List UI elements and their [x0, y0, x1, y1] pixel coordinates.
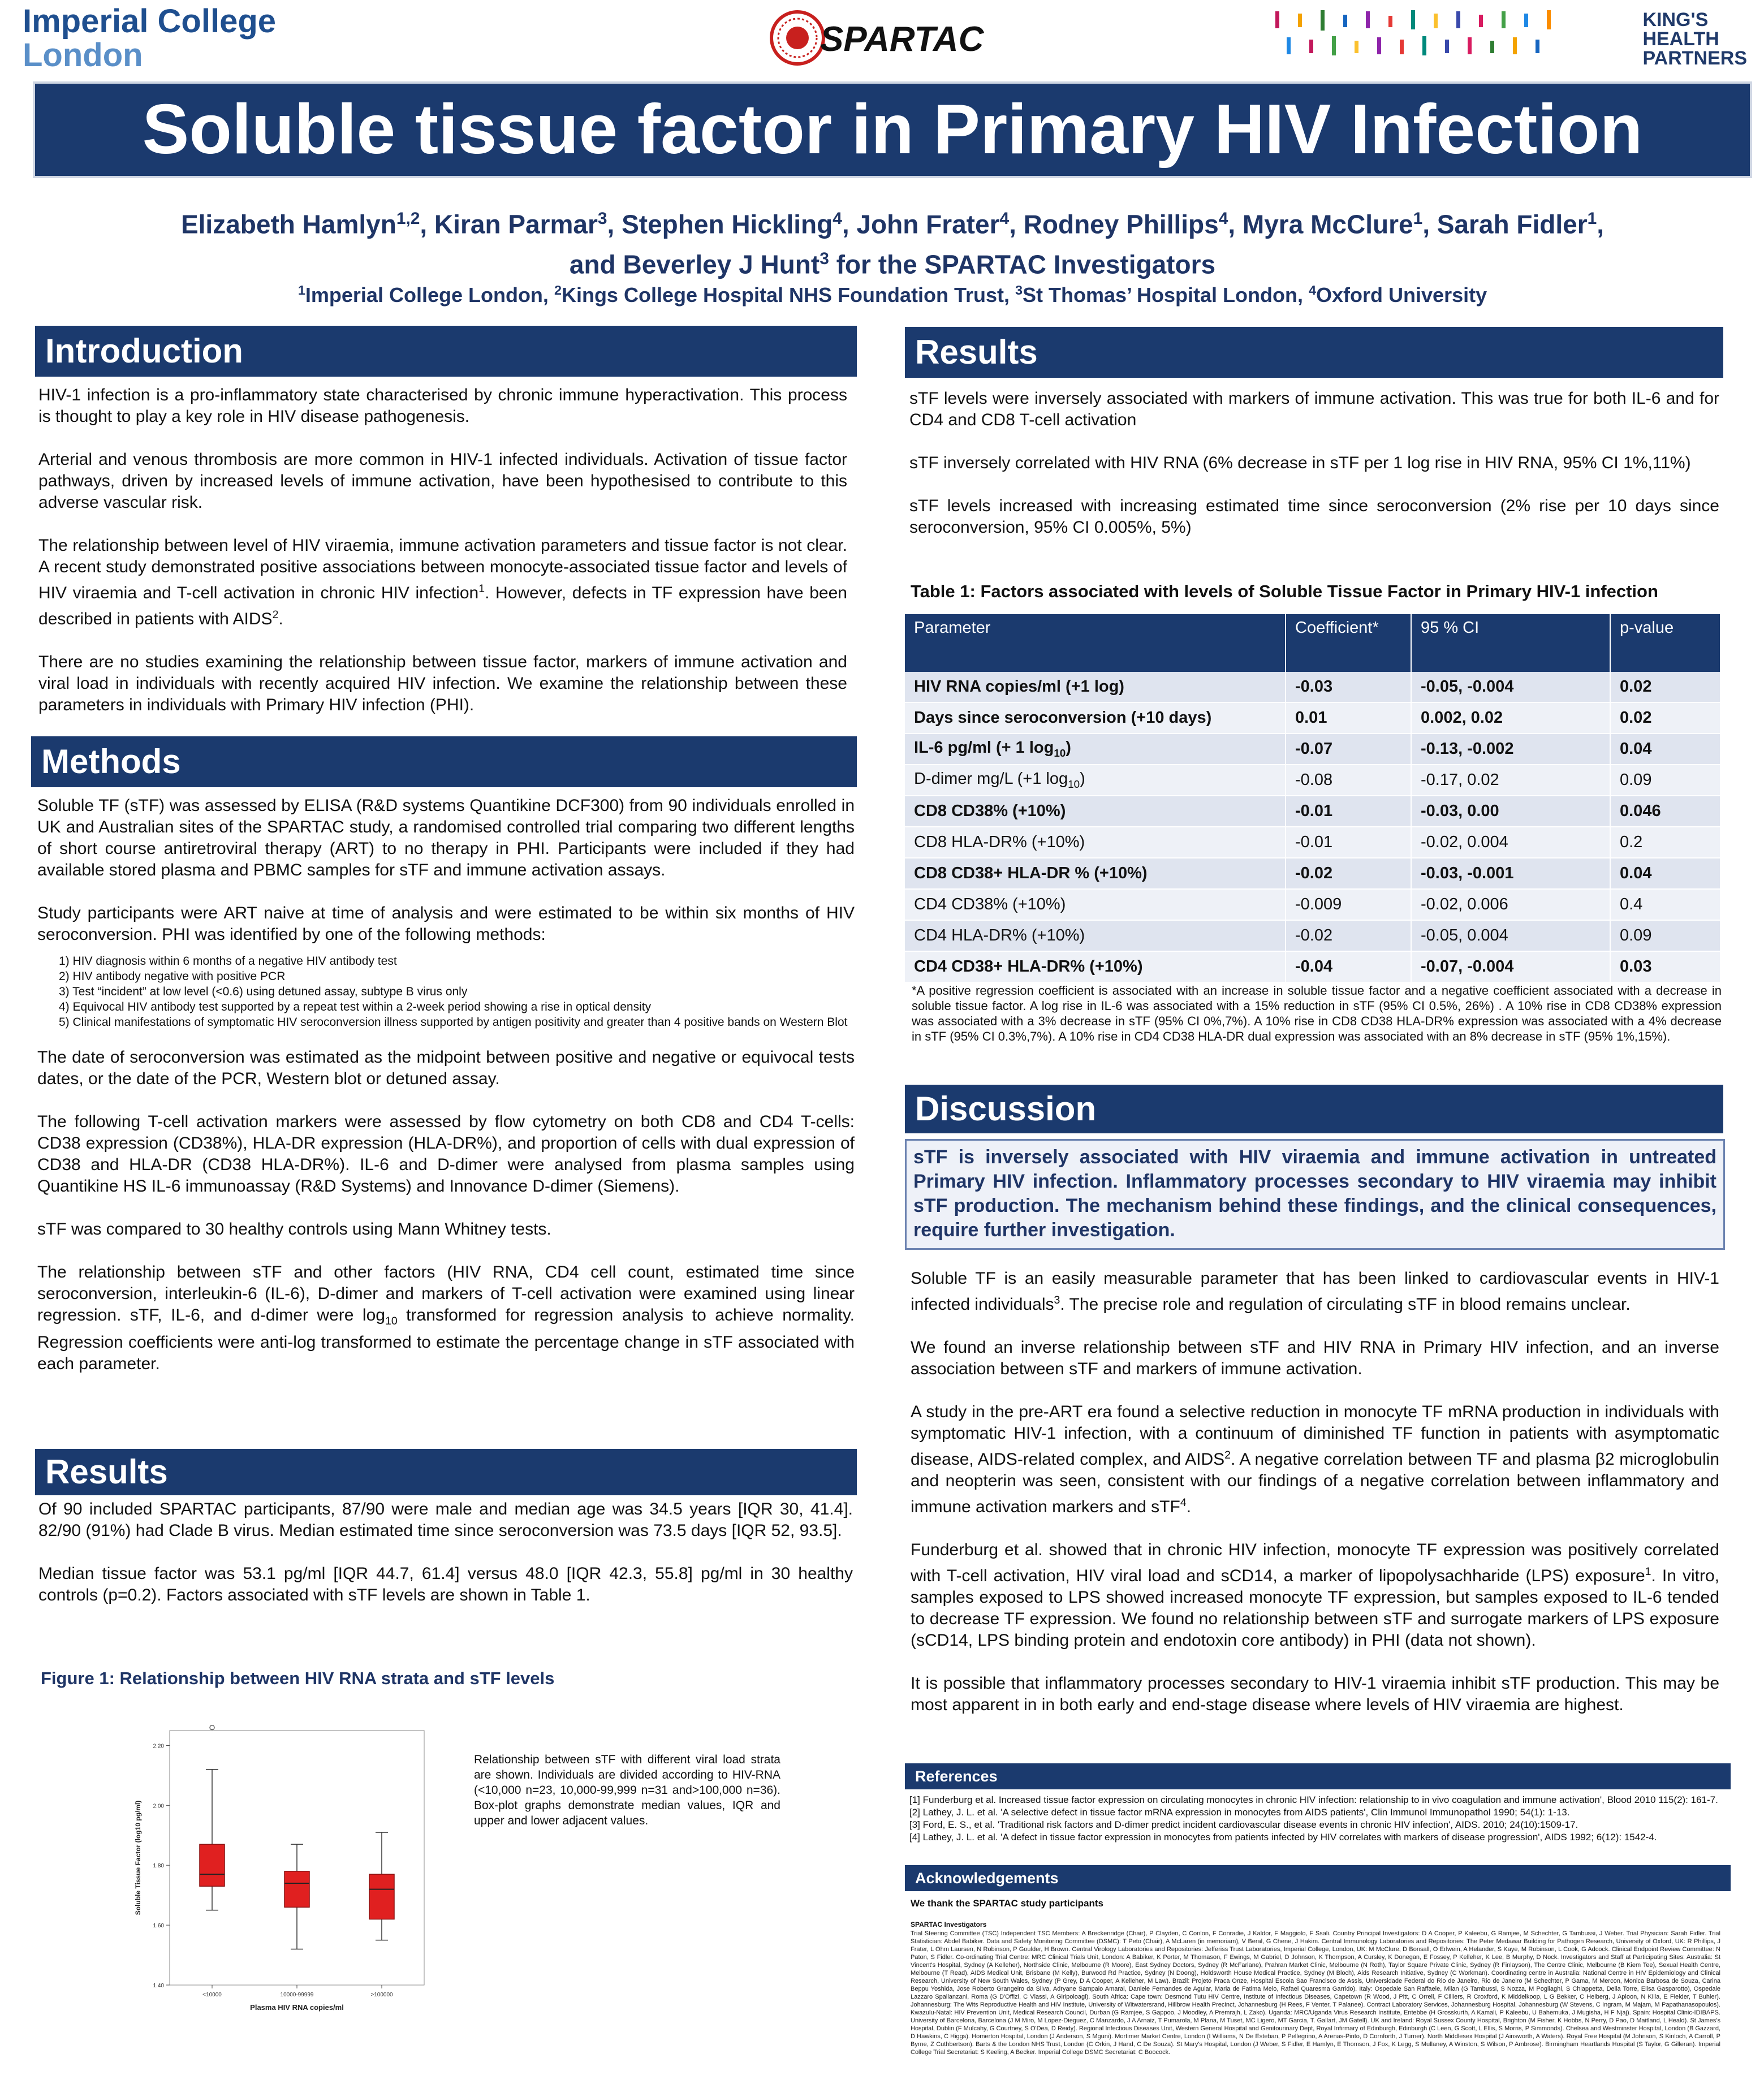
table-body [905, 672, 1720, 982]
discussion-p4: Funderburg et al. showed that in chronic HIV infection, monocyte TF expression was positively correlated with T-cell activation, HIV viral load and sCD14, a marker of lipopolysachharide (LPS) exposure$^1$. In vitro, samples exposed to LPS showed increased monocyte TF expression, but samples exposed to IL-6 tended to decrease TF expression. We found no relationship between sTF and surrogate markers of LPS exposure (sCD14, LPS binding protein and endotoxin core antibody) in PHI (data not shown). [911, 1541, 1719, 1650]
references-list [909, 1794, 1724, 1844]
results-left-p1: Of 90 included SPARTAC participants, 87/90 were male and median age was 34.5 years [IQR 30, 41.4]. 82/90 (91%) had Clade B virus. Median estimated time since seroconversion was 73.5 days [IQR 52, 93.5]. [38, 1500, 853, 1540]
table-cell: 0.04 [1610, 858, 1720, 889]
discussion-p2: We found an inverse relationship between sTF and HIV RNA in Primary HIV infection, and an inverse association between sTF and markers of immune activation. [911, 1338, 1719, 1378]
results-right-p1: sTF levels were inversely associated with markers of immune activation. This was true for both IL-6 and for CD4 and CD8 T-cell activation [909, 389, 1719, 429]
acknowledgements-thanks: We thank the SPARTAC study participants [911, 1898, 1103, 1909]
results-right-body [909, 388, 1719, 560]
kings-health-partners-logo [1275, 8, 1750, 70]
acknowledgements-heading: Acknowledgements [905, 1865, 1731, 1891]
khp-line3: PARTNERS [1642, 48, 1747, 69]
imperial-logo-line1: Imperial College [23, 3, 277, 40]
table-cell: IL-6 pg/ml (+ 1 $\log_{10}$) [905, 734, 1286, 765]
results-right-p3: sTF levels increased with increasing estimated time since seroconversion (2% rise per 10 days since seroconversion, 95% CI 0.005%, 5%) [909, 497, 1719, 537]
results-left-body [38, 1499, 853, 1628]
table-cell: -0.05, -0.004 [1411, 672, 1610, 702]
list-item: 2) HIV antibody negative with positive PCR [59, 970, 286, 983]
y-tick-label: 1.40 [153, 1983, 164, 1989]
affiliations: $^1$Imperial College London, $^2$Kings College Hospital NHS Foundation Trust, $^3$St Thomas’ Hospital London, $^4$Oxford University [297, 283, 1487, 307]
discussion-p3: A study in the pre-ART era found a selective reduction in monocyte TF mRNA production in individuals with symptomatic HIV-1 infection, with a continuum of diminished TF function in patients with asymptomatic disease, AIDS-related complex, and AIDS$^2$. A negative correlation between TF and plasma β2 microglobulin and neopterin was seen, consistent with our findings of a negative correlation between inflammatory and immune activation markers and sTF$^4$. [911, 1403, 1720, 1516]
reference-item: [3] Ford, E. S., et al. 'Traditional risk factors and D-dimer predict incident cardiovascular disease events in chronic HIV infection', AIDS. 2010; 24(10):1509-17. [909, 1819, 1578, 1830]
reference-item: [2] Lathey, J. L. et al. 'A selective defect in tissue factor mRNA expression in monocytes from AIDS patients', Clin Immunol Immunopathol 1990; 54(1): 1-13. [909, 1807, 1570, 1818]
table-cell: -0.02, 0.004 [1411, 827, 1610, 858]
intro-p3: The relationship between level of HIV viraemia, immune activation parameters and tissue factor is not clear. A recent study demonstrated positive associations between monocyte-associated tissue factor and levels of HIV viraemia and T-cell activation in chronic HIV infection$^1$. However, defects in TF expression have been described in patients with AIDS$^2$. [38, 536, 847, 628]
table-cell: CD4 CD38% (+10%) [905, 889, 1286, 920]
table-row [905, 734, 1720, 765]
results-table [905, 614, 1721, 983]
table-cell: CD4 HLA-DR% (+10%) [905, 920, 1286, 951]
table-cell: CD4 CD38+ HLA-DR% (+10%) [905, 951, 1286, 982]
results-left-p2: Median tissue factor was 53.1 pg/ml [IQR 44.7, 61.4] versus 48.0 [IQR 42.3, 55.8] pg/ml in 30 healthy controls (p=0.2). Factors associated with sTF levels are shown in Table 1. [38, 1564, 853, 1604]
table-row [905, 672, 1720, 702]
imperial-college-logo [23, 5, 276, 72]
methods-p6: The relationship between sTF and other factors (HIV RNA, CD4 cell count, estimated time since seroconversion, interleukin-6 (IL-6), D-dimer and markers of T-cell activation were examined using linear regression. sTF, IL-6, and d-dimer were $\log_{10}$ transformed for regression analysis to achieve normality. Regression coefficients were anti-log transformed to estimate the percentage change in sTF associated with each parameter. [37, 1263, 855, 1373]
reference-item: [4] Lathey, J. L. et al. 'A defect in tissue factor expression in monocytes from patients infected by HIV correlates with markers of disease progression', AIDS 1992; 6(12): 1542-4. [909, 1832, 1657, 1843]
table-cell: -0.03, 0.00 [1411, 796, 1610, 827]
y-tick-label: 2.20 [153, 1743, 164, 1750]
khp-line1: KING'S [1642, 9, 1709, 31]
authors-line1: Elizabeth Hamlyn$^{1,2}$, Kiran Parmar$^3$, Stephen Hickling$^4$, John Frater$^4$, Rodney Phillips$^4$, Myra McClure$^1$, Sarah Fidler$^1$, [180, 209, 1605, 239]
table-cell: 0.046 [1610, 796, 1720, 827]
table-1-footnote: *A positive regression coefficient is associated with an increase in soluble tissue factor and a negative coefficient associated with a decrease in soluble tissue factor. A log rise in IL-6 was associated with a 15% reduction in sTF (95% CI 0.5%, 26%) . A 10% rise in CD8 CD38% expression was associated with a 3% decrease in sTF (95% CI 0%,7%). A 10% rise in CD8 CD38 HLA-DR% expression was associated with a 4% decrease in sTF (95% CI 0.3%,7%). A 10% rise in CD4 CD38 HLA-DR dual expression was associated with an 8% decrease in sTF (95% 1%,15%). [912, 983, 1722, 1043]
intro-p1: HIV-1 infection is a pro-inflammatory state characterised by chronic immune hyperactivation. This process is thought to play a key role in HIV disease pathogenesis. [38, 386, 847, 426]
box-iqr [284, 1871, 309, 1908]
x-axis-label: Plasma HIV RNA copies/ml [250, 2003, 344, 2012]
figure-1-title: Figure 1: Relationship between HIV RNA strata and sTF levels [41, 1668, 555, 1688]
figure-1-chart [130, 1719, 435, 2036]
box-iqr [200, 1844, 225, 1886]
y-axis-label: Soluble Tissue Factor (log10 pg/ml) [134, 1800, 142, 1915]
table-cell: -0.02 [1286, 920, 1411, 951]
table-header-cell: Parameter [905, 614, 1286, 672]
table-cell: -0.02 [1286, 858, 1411, 889]
table-row [905, 858, 1720, 889]
table-cell: CD8 HLA-DR% (+10%) [905, 827, 1286, 858]
table-cell: -0.03, -0.001 [1411, 858, 1610, 889]
methods-p3: The date of seroconversion was estimated as the midpoint between positive and negative or equivocal tests dates, or the date of the PCR, Western blot or detuned assay. [37, 1048, 855, 1088]
discussion-p1: Soluble TF is an easily measurable parameter that has been linked to cardiovascular events in HIV-1 infected individuals$^3$. The precise role and regulation of circulating sTF in blood remains unclear. [911, 1269, 1719, 1314]
methods-heading: Methods [31, 736, 857, 787]
intro-p2: Arterial and venous thrombosis are more common in HIV-1 infected individuals. Activation of tissue factor pathways, driven by increased levels of immune activation, have been hypothesised to contribute to this adverse vascular risk. [38, 450, 847, 512]
figure-1-caption: Relationship between sTF with different viral load strata are shown. Individuals are divided according to HIV-RNA (<10,000 n=23, 10,000-99,999 n=31 and>100,000 n=36). Box-plot graphs demonstrate median values, IQR and upper and lower adjacent values. [474, 1753, 780, 1827]
spartac-logo [766, 7, 1004, 69]
table-row [905, 765, 1720, 796]
x-tick-label: >100000 [370, 1992, 393, 1998]
table-row [905, 796, 1720, 827]
poster-title: Soluble tissue factor in Primary HIV Infection [35, 84, 1750, 176]
table-cell: D-dimer mg/L (+1 $\log_{10}$) [905, 765, 1286, 796]
table-cell: 0.002, 0.02 [1411, 702, 1610, 734]
table-cell: CD8 CD38+ HLA-DR % (+10%) [905, 858, 1286, 889]
table-1-title: Table 1: Factors associated with levels of Soluble Tissue Factor in Primary HIV-1 infection [911, 581, 1658, 601]
table-cell: 0.4 [1610, 889, 1720, 920]
table-cell: -0.03 [1286, 672, 1411, 702]
box-iqr [369, 1874, 394, 1919]
table-cell: -0.01 [1286, 796, 1411, 827]
table-cell: 0.2 [1610, 827, 1720, 858]
table-cell: -0.05, 0.004 [1411, 920, 1610, 951]
table-cell: HIV RNA copies/ml (+1 log) [905, 672, 1286, 702]
methods-body [37, 795, 855, 1396]
table-row [905, 702, 1720, 734]
table-cell: 0.02 [1610, 672, 1720, 702]
discussion-body [911, 1268, 1719, 1737]
results-right-p2: sTF inversely correlated with HIV RNA (6% decrease in sTF per 1 log rise in HIV RNA, 95% CI 1%,11%) [909, 454, 1691, 472]
table-cell: -0.04 [1286, 951, 1411, 982]
discussion-callout: sTF is inversely associated with HIV viraemia and immune activation in untreated Primary HIV infection. Inflammatory processes secondary to HIV viraemia may inhibit sTF production. The mechanism behind these findings, and the clinical consequences, require further investigation. [905, 1139, 1725, 1250]
introduction-body [38, 385, 847, 737]
table-cell: -0.13, -0.002 [1411, 734, 1610, 765]
table-cell: 0.09 [1610, 765, 1720, 796]
results-left-heading: Results [35, 1449, 857, 1495]
table-cell: 0.04 [1610, 734, 1720, 765]
table-cell: 0.01 [1286, 702, 1411, 734]
y-tick-label: 2.00 [153, 1803, 164, 1810]
table-row [905, 920, 1720, 951]
khp-logo-text [1643, 10, 1748, 68]
boxplot-svg [130, 1719, 435, 2036]
table-cell: 0.09 [1610, 920, 1720, 951]
list-item: 5) Clinical manifestations of symptomatic HIV seroconversion illness supported by antigen positivity and greater than 4 positive bands on Western Blot [59, 1016, 848, 1029]
table-cell: -0.08 [1286, 765, 1411, 796]
table-header-cell: 95 % CI [1411, 614, 1610, 672]
y-tick-label: 1.60 [153, 1923, 164, 1930]
y-tick-label: 1.80 [153, 1863, 164, 1870]
discussion-p5: It is possible that inflammatory processes secondary to HIV-1 viraemia inhibit sTF production. This may be most apparent in in both early and end-stage disease where levels of HIV viraemia are highest. [911, 1674, 1719, 1714]
khp-line2: HEALTH [1642, 28, 1719, 50]
methods-p1: Soluble TF (sTF) was assessed by ELISA (R&D systems Quantikine DCF300) from 90 individuals enrolled in UK and Australian sites of the SPARTAC study, a randomised controlled trial comparing two different lengths of short course antiretroviral therapy (ART) to no therapy in PHI. Participants were included if they had available stored plasma and PBMC samples for sTF and immune activation assays. [37, 796, 855, 879]
table-row [905, 827, 1720, 858]
methods-p5: sTF was compared to 30 healthy controls using Mann Whitney tests. [37, 1220, 551, 1239]
outlier-point [210, 1725, 214, 1730]
table-row [905, 951, 1720, 982]
table-cell: -0.17, 0.02 [1411, 765, 1610, 796]
table-cell: CD8 CD38% (+10%) [905, 796, 1286, 827]
results-right-heading: Results [905, 327, 1723, 378]
imperial-logo-line2: London [23, 37, 143, 74]
methods-criteria-list [37, 953, 855, 1030]
acknowledgements-subheading: SPARTAC Investigators [911, 1921, 987, 1928]
table-cell: -0.07 [1286, 734, 1411, 765]
table-header-row [905, 614, 1720, 672]
list-item: 3) Test “incident” at low level (<0.6) using detuned assay, subtype B virus only [59, 985, 468, 998]
introduction-heading: Introduction [35, 326, 857, 377]
reference-item: [1] Funderburg et al. Increased tissue factor expression on circulating monocytes in chronic HIV infection: relationship to in vivo coagulation and immune activation', Blood 2010 115(2): 161-7. [909, 1794, 1718, 1805]
intro-p4: There are no studies examining the relationship between tissue factor, markers of immune activation and viral load in individuals with recently acquired HIV infection. We examine the relationship between these parameters in individuals with Primary HIV infection (PHI). [38, 653, 847, 714]
authors [35, 201, 1750, 282]
table-cell: -0.01 [1286, 827, 1411, 858]
table-1 [905, 614, 1721, 983]
table-cell: 0.02 [1610, 702, 1720, 734]
table-cell: -0.02, 0.006 [1411, 889, 1610, 920]
table-cell: -0.009 [1286, 889, 1411, 920]
methods-p2: Study participants were ART naive at time of analysis and were estimated to be within six months of HIV seroconversion. PHI was identified by one of the following methods: [37, 904, 855, 944]
x-tick-label: 10000-99999 [280, 1992, 314, 1998]
list-item: 1) HIV diagnosis within 6 months of a negative HIV antibody test [59, 955, 397, 968]
references-heading: References [905, 1763, 1731, 1789]
table-header-cell: p-value [1610, 614, 1720, 672]
spartac-logo-text: SPARTAC [820, 20, 984, 59]
table-header-cell: Coefficient* [1286, 614, 1411, 672]
list-item: 4) Equivocal HIV antibody test supported by a repeat test within a 2-week period showing a rise in optical density [59, 1000, 652, 1013]
authors-line2: and Beverley J Hunt$^3$ for the SPARTAC Investigators [569, 249, 1216, 279]
table-cell: -0.07, -0.004 [1411, 951, 1610, 982]
table-cell: 0.03 [1610, 951, 1720, 982]
acknowledgements-body: Trial Steering Committee (TSC) Independent TSC Members: A Breckenridge (Chair), P Clayden, C Conlon, F Conradie, J Kaldor, F Maggiolo, F Ssali. Country Principal Investigators: D A Cooper, P Kaleebu, G Ramjee, M Schechter, G Tambussi, J Weber. Trial Physician: Sarah Fidler. Trial Statistician: Abdel Babiker. Data and Safety Monitoring Committee (DSMC): T Peto (Chair), A McLaren (in memoriam), V Beral, G Chene, J Hakim. Central Immunology Laboratories and Repositories: The Peter Medawar Building for Pathogen Research, University of Oxford, UK: R Phillips, J Frater, L Ohm Laursen, N Robinson, P Goulder, H Brown. Central Virology Laboratories and Repositories: Jefferiss Trust Laboratories, Imperial College, London, UK: M McClure, D Bonsall, O Erlwein, A Helander, S Kaye, M Robinson, L Cook, G Adcock. Clinical Endpoint Review Committee: N Paton, S Fidler. Co-ordinating Trial Centre: MRC Clinical Trials Unit, London: A Babiker, K Porter, M Thomason, F Ewings, M Gabriel, D Johnson, K Thompson, A Cursley, K Donegan, E Fossey, P Kelleher, K Lee, B Murphy, D Nock. Investigators and Staff at Participating Sites: Australia: St Vincent's Hospital, Sydney (A Kelleher), Northside Clinic, Melbourne (R Moore), East Sydney Doctors, Sydney (R McFarlane), Prahran Market Clinic, Melbourne (N Roth), Taylor Square Private Clinic, Sydney (R Finlayson), The Centre Clinic, Melbourne (B Kiem Tee), Sexual Health Centre, Melbourne (T Read), AIDS Medical Unit, Brisbane (M Kelly), Burwood Rd Practice, Sydney (N Doong), Holdsworth House Medical Practice, Sydney (M Bloch), Aids Research Initiative, Sydney (C Workman). Coordinating centre in Australia: National Centre in HIV Epidemiology and Clinical Research, University of New South Wales, Sydney (P Grey, D A Cooper, A Kelleher, M Law). Brazil: Projeto Praca Onze, Hospital Escola Sao Francisco de Assis, Universidade Federal do Rio de Janeiro, Rio de Janeiro (M Schechter, P Gama, M Mercon, Monica Barbosa de Souza, Carina Beppu Yoshida, Jose Roberto Grangeiro da Silva, Adryane Sampaio Amaral, Daniele Fernandes de Aguiar, Maria de Fatima Melo, Rafael Quaresma Garrido). Italy: Ospedale San Raffaele, Milan (G Tambussi, S Nozza, M Pogliaghi, S Chiappetta, Della Torre, Elisa Gasparotto), Ospedale Lazzaro Spallanzani, Roma (G D'Offizi, C Vlassi, A Giripoloagi). South Africa: Cape town: Desmond Tutu HIV Centre, Institute of Infectious Diseases, Capetown (R Wood, J Pitt, C Orrell, F Cilliers, R Croxford, K Middelkoop, L G Bekker, C Heiberg, J Aploon, N Killa, E Fielder, T Buhler). Johannesburg: The Wits Reproductive Health and HIV Institute, University of Witwatersrand, Hillbrow Health Precinct, Johannesburg (H Rees, F Venter, T Palanee). Contract Laboratory Services, Johannesburg Hospital, Johannesburg (W Stevens, C Ingram, M Majam, M Papathanasopoulos). Kwazulu-Natal: HIV Prevention Unit, Medical Research Council, Durban (G Ramjee, S Gappoo, J Moodley, A Premrajh, L Zako). Uganda: MRC/Uganda Virus Research Institute, Entebbe (H Grosskurth, A Kamali, P Kaleebu, U Bahemuka, J Mugisha, H F Njaj). Spain: Hospital Clinic-IDIBAPS. University of Barcelona, Barcelona (J M Miro, M Lopez-Dieguez, C Manzardo, J A Arnaiz, T Pumarola, M Plana, M Tuset, MC Ligero, MT Garcia, T. Gallart, JM Gatell). UK and Ireland: Royal Sussex County Hospital, Brighton (M Fisher, K Hobbs, N Perry, D Pao, D Maitland, L Heald). St James's Hospital, Dublin (F Mulcahy, G Courtney, S O'Dea, D Reidy). Regional Infectious Diseases Unit, Western General Hospital and Genitourinary Dept, Royal Infirmary of Edinburgh, Edinburgh (C Leen, G Scott, L Ellis, S Morris, P Simmonds). Chelsea and Westminster Hospital, London (B Gazzard, D Hawkins, C Higgs). Homerton Hospital, London (J Anderson, S Mguni). Mortimer Market Centre, London (I Williams, N De Esteban, P Pellegrino, A Arenas-Pinto, D Cornforth, J Turner). North Middlesex Hospital (J Ainsworth, A Waters). Royal Free Hospital (M Johnson, S Kinloch, A Carroll, P Byrne, Z Cuthbertson). Barts & the London NHS Trust, London (C Orkin, J Hand, C De Souza). St Mary's Hospital, London (J Weber, S Fidler, E Hamlyn, E Thomson, J Fox, K Legg, S Mullaney, A Winston, S Wilson, P Ambrose). Birmingham Heartlands Hospital (S Taylor, G Gilleran). Imperial College Trial Secretariat: S Keeling, A Becker. Imperial College DSMC Secretariat: C Boocock. [911, 1930, 1720, 2056]
discussion-heading: Discussion [905, 1085, 1723, 1133]
table-cell: Days since seroconversion (+10 days) [905, 702, 1286, 734]
methods-p4: The following T-cell activation markers were assessed by flow cytometry on both CD8 and CD4 T-cells: CD38 expression (CD38%), HLA-DR expression (HLA-DR%), and proportion of cells with dual expression of CD38 and HLA-DR (CD38 HLA-DR%). IL-6 and D-dimer were analysed from plasma samples using Quantikine HS IL-6 immunoassay (R&D Systems) and Innovance D-dimer (Siemens). [37, 1112, 855, 1196]
table-row [905, 889, 1720, 920]
x-tick-label: <10000 [202, 1992, 222, 1998]
